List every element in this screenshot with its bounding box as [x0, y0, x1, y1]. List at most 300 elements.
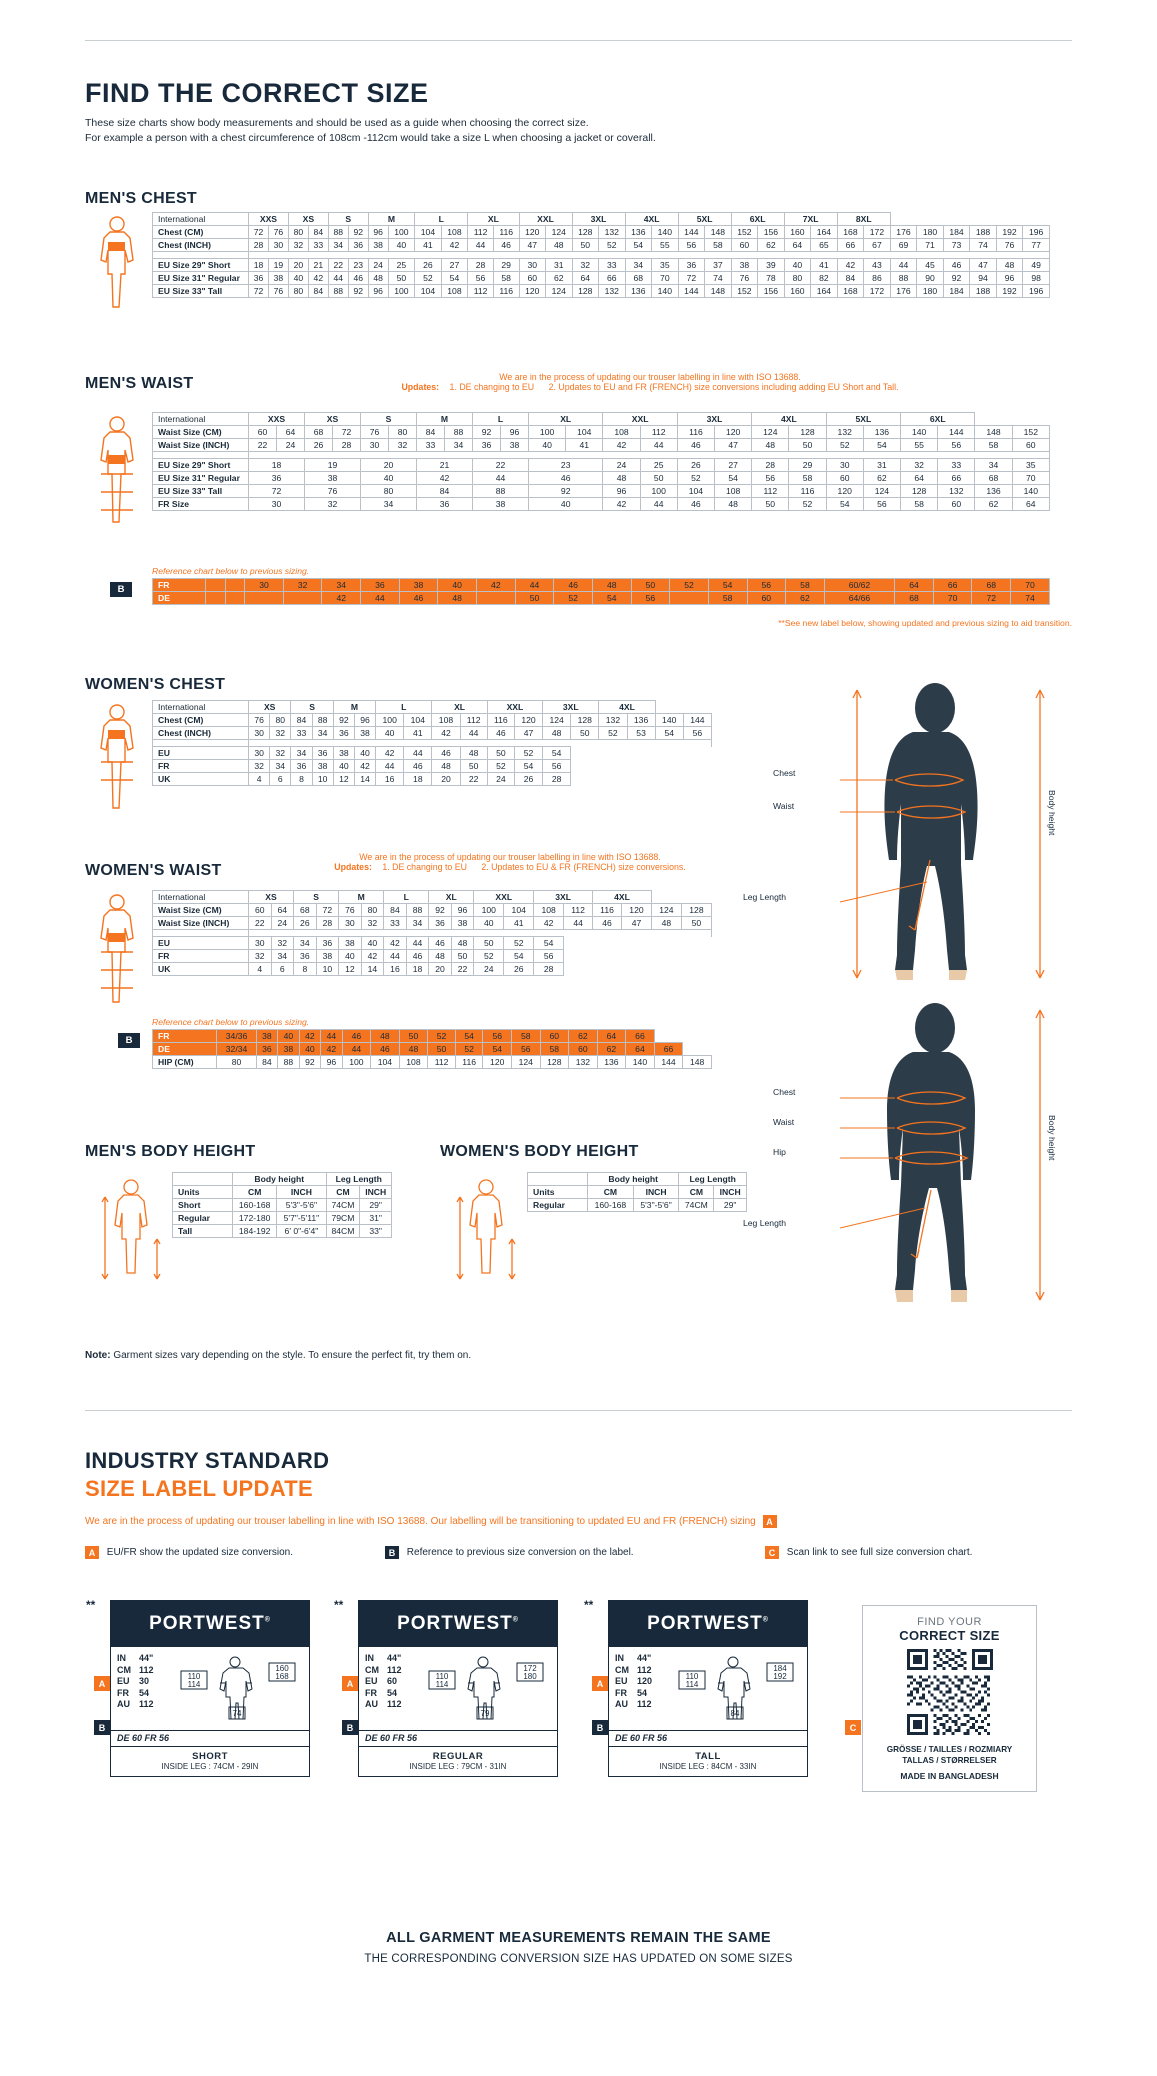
table-header-cell: 5XL [678, 213, 731, 226]
table-cell: 31 [863, 459, 900, 472]
table-cell: 44 [515, 579, 554, 592]
table-cell: 36 [417, 498, 473, 511]
table-cell: 124 [546, 226, 573, 239]
table-cell: 116 [493, 226, 519, 239]
flag-a-inline: A [763, 1515, 777, 1528]
table-cell: 46 [404, 760, 432, 773]
table-cell: 92 [943, 272, 970, 285]
table-cell: 46 [432, 747, 460, 760]
table-cell: 54 [504, 950, 534, 963]
label-inside-leg: INSIDE LEG : 84CM - 33IN [659, 1762, 757, 1771]
flag-c-marker: C [845, 1720, 861, 1735]
flag-b-marker: B [342, 1720, 358, 1735]
table-cell: 32/34 [217, 1043, 256, 1056]
label-box [110, 1600, 310, 1777]
table-header-cell: XXS [249, 413, 305, 426]
table-cell: 54 [715, 472, 752, 485]
table-cell: 52 [514, 747, 542, 760]
table-cell: 56 [863, 498, 900, 511]
table-cell: 28 [316, 917, 339, 930]
reference-chart-note: Reference chart below to previous sizing. [152, 1017, 310, 1027]
table-cell: 31" [360, 1212, 392, 1225]
table-cell [670, 592, 709, 605]
table-cell: 50 [752, 498, 789, 511]
diagram-label-waist: Waist [773, 1117, 795, 1127]
table-cell: 74CM [326, 1199, 360, 1212]
table-cell: 67 [864, 239, 891, 252]
table-cell: 132 [569, 1056, 598, 1069]
table-cell: 36 [473, 439, 501, 452]
table-row-label: Waist Size (CM) [153, 904, 249, 917]
table-cell: 58 [705, 239, 732, 252]
table-cell: 74CM [679, 1199, 714, 1212]
table-header-cell: S [294, 891, 339, 904]
table-cell: 120 [483, 1056, 512, 1069]
svg-text:160: 160 [275, 1664, 289, 1673]
table-row-label: FR [153, 1030, 217, 1043]
table-cell: 180 [917, 285, 944, 298]
table-cell: 34 [328, 239, 348, 252]
svg-text:79: 79 [480, 1709, 490, 1718]
table-cell: 104 [504, 904, 534, 917]
table-cell: 66 [938, 472, 975, 485]
table-cell: 100 [640, 485, 677, 498]
table-cell: 92 [529, 485, 603, 498]
table-cell: 140 [652, 226, 679, 239]
table-cell: 60 [569, 1043, 598, 1056]
table-cell: 48 [399, 1043, 428, 1056]
table-header-cell: INCH [360, 1186, 392, 1199]
table-cell: 46 [429, 937, 452, 950]
updates-item-1: 1. DE changing to EU [382, 862, 467, 872]
label-footer [359, 1746, 557, 1776]
table-cell: 62 [569, 1030, 598, 1043]
table-cell: 104 [371, 1056, 400, 1069]
table-cell: 140 [1012, 485, 1049, 498]
table-cell: 50 [460, 760, 487, 773]
table-cell: 100 [388, 226, 415, 239]
mens-body-height-heading [85, 1143, 255, 1161]
table-cell: 42 [361, 950, 384, 963]
table-cell: 104 [677, 485, 714, 498]
label-spec [365, 1653, 421, 1728]
table-cell: 184 [943, 285, 970, 298]
table-cell: 64 [901, 472, 938, 485]
brand-header [609, 1601, 807, 1647]
table-cell: 108 [715, 485, 752, 498]
table-cell: 34 [322, 579, 361, 592]
label-spec-row [365, 1688, 421, 1700]
table-cell: 23 [348, 259, 368, 272]
table-cell: 60/62 [824, 579, 894, 592]
table-cell: 36 [249, 272, 269, 285]
svg-text:110: 110 [435, 1672, 449, 1681]
table-cell: 160 [784, 226, 811, 239]
table-header-cell: Units [528, 1186, 588, 1199]
table-cell: 116 [677, 426, 714, 439]
table-cell: 44 [473, 472, 529, 485]
table-cell: 22 [451, 963, 474, 976]
table-cell: 52 [474, 950, 504, 963]
table-cell: 124 [863, 485, 900, 498]
table-cell: 47 [970, 259, 997, 272]
table-cell: 58 [493, 272, 519, 285]
svg-text:74: 74 [232, 1709, 242, 1718]
label-fit-name: TALL [695, 1751, 721, 1762]
diagram-label-waist: Waist [773, 801, 795, 811]
table-header-cell: S [291, 701, 333, 714]
table-cell: 52 [789, 498, 826, 511]
table-cell: 124 [512, 1056, 541, 1069]
table-cell: 104 [415, 285, 442, 298]
label-spec-key: AU [117, 1699, 130, 1710]
table-cell: 50 [399, 1030, 428, 1043]
table-cell: 96 [603, 485, 640, 498]
table-cell: 42 [432, 727, 460, 740]
mens-waist-table [152, 412, 1050, 511]
table-cell: 66 [654, 1043, 683, 1056]
table-cell: 80 [361, 904, 384, 917]
mens-chest-table [152, 212, 1050, 298]
table-cell: 124 [543, 714, 571, 727]
table-cell: 50 [572, 239, 599, 252]
table-cell: 54 [655, 727, 683, 740]
table-cell: 6 [271, 963, 294, 976]
section-title: WOMEN'S WAIST [85, 862, 222, 879]
table-header-label: International [153, 701, 249, 714]
table-header-cell: XXL [603, 413, 677, 426]
footer-line-2: THE CORRESPONDING CONVERSION SIZE HAS UPDATED ON SOME SIZES [364, 1953, 793, 1965]
table-cell: 54 [483, 1043, 512, 1056]
table-cell: 38 [731, 259, 758, 272]
table-cell: 38 [399, 579, 438, 592]
table-cell: 30 [249, 498, 305, 511]
table-cell: 28 [468, 259, 494, 272]
table-cell: 136 [627, 714, 655, 727]
section-title: MEN'S WAIST [85, 375, 194, 392]
table-cell: 33 [384, 917, 407, 930]
label-spec-value: 112 [387, 1699, 402, 1710]
updates-item-2: 2. Updates to EU & FR (FRENCH) size conversions. [481, 862, 686, 872]
table-cell [225, 579, 245, 592]
label-spec-key: AU [615, 1699, 628, 1710]
table-header-cell: 3XL [534, 891, 593, 904]
table-cell: 36 [312, 747, 333, 760]
key-item-c [765, 1546, 972, 1559]
note-bold: Note: [85, 1350, 111, 1361]
table-cell: 44 [640, 498, 677, 511]
table-header-cell: M [339, 891, 384, 904]
table-cell: 29 [789, 459, 826, 472]
table-row-label: EU Size 29" Short [153, 459, 249, 472]
label-spec-key: CM [365, 1664, 379, 1675]
table-row-label: EU [153, 937, 249, 950]
key-item-a [85, 1546, 385, 1559]
table-cell: 41 [566, 439, 603, 452]
table-cell: 68 [975, 472, 1012, 485]
table-cell: 30 [361, 439, 389, 452]
table-cell: 76 [731, 272, 758, 285]
industry-key-row [85, 1546, 1072, 1559]
table-cell: 41 [415, 239, 442, 252]
table-cell: 78 [758, 272, 785, 285]
table-header-cell: 3XL [677, 413, 751, 426]
table-cell: 28 [333, 439, 361, 452]
table-cell: 80 [288, 226, 308, 239]
table-cell: 88 [312, 714, 333, 727]
table-cell: 148 [683, 1056, 712, 1069]
table-cell: 52 [826, 439, 863, 452]
svg-text:180: 180 [523, 1672, 537, 1681]
table-cell: 196 [1023, 226, 1050, 239]
table-header-cell: 4XL [593, 891, 652, 904]
table-cell: 27 [715, 459, 752, 472]
table-cell: 62 [597, 1043, 626, 1056]
label-spec-row [117, 1688, 173, 1700]
table-cell: 62 [975, 498, 1012, 511]
table-cell: 48 [460, 747, 487, 760]
table-cell: 38 [354, 727, 375, 740]
table-cell: 64 [597, 1030, 626, 1043]
table-cell: 22 [249, 917, 272, 930]
table-spacer [249, 452, 1050, 459]
table-header-cell: CM [679, 1186, 714, 1199]
table-cell: 50 [388, 272, 415, 285]
table-header-cell: XS [249, 701, 291, 714]
table-cell: 38 [316, 950, 339, 963]
table-cell: 28 [752, 459, 789, 472]
size-label-card [334, 1598, 558, 1777]
table-cell: 80 [784, 272, 811, 285]
table-cell: 32 [283, 579, 322, 592]
label-spec-key: IN [615, 1653, 624, 1663]
table-cell: 68 [294, 904, 317, 917]
table-cell: 192 [996, 285, 1023, 298]
diagram-label-body-height: Body height [1047, 1115, 1057, 1161]
table-cell: 52 [455, 1043, 483, 1056]
table-cell: 54 [592, 592, 631, 605]
table-cell: 156 [758, 226, 785, 239]
table-header-cell: XXS [249, 213, 289, 226]
table-cell: 180 [917, 226, 944, 239]
table-cell: 34 [975, 459, 1012, 472]
table-cell: 71 [917, 239, 944, 252]
table-cell: 6 [270, 773, 291, 786]
table-cell: 18 [404, 773, 432, 786]
table-cell: 96 [451, 904, 474, 917]
table-header-cell: 5XL [826, 413, 900, 426]
table-cell: 82 [811, 272, 838, 285]
table-cell: 112 [460, 714, 487, 727]
table-cell: 52 [677, 472, 714, 485]
mid-divider [85, 1410, 1072, 1411]
svg-text:84: 84 [730, 1709, 740, 1718]
table-cell: 35 [1012, 459, 1049, 472]
table-cell: 6' 0"-6'4" [277, 1225, 326, 1238]
label-spec-row [615, 1699, 671, 1711]
label-spec-row [365, 1653, 421, 1665]
table-cell: 8 [294, 963, 317, 976]
table-cell: 96 [368, 285, 388, 298]
label-figure [421, 1653, 551, 1728]
table-cell: 28 [249, 239, 269, 252]
table-cell: 42 [321, 1043, 343, 1056]
table-cell: 132 [599, 714, 627, 727]
table-cell: 30 [245, 579, 284, 592]
table-cell: 26 [305, 439, 333, 452]
b-flag-men: B [110, 582, 132, 597]
table-cell: 54 [514, 760, 542, 773]
label-spec-value: 112 [637, 1664, 652, 1675]
table-cell: 64 [626, 1043, 655, 1056]
male-body-diagram [743, 680, 1065, 990]
table-cell: 48 [592, 579, 631, 592]
table-cell: 108 [399, 1056, 428, 1069]
table-cell: 50 [640, 472, 677, 485]
table-cell: 86 [864, 272, 891, 285]
key-item-b [385, 1546, 765, 1559]
diagram-label-hip: Hip [773, 1147, 786, 1157]
label-spec-value: 44" [387, 1653, 402, 1663]
table-cell: 33 [291, 727, 312, 740]
table-header-cell: Body height [233, 1173, 327, 1186]
updates-line: We are in the process of updating our trouser labelling in line with ISO 13688. [359, 852, 661, 862]
table-cell: 32 [270, 747, 291, 760]
svg-text:168: 168 [275, 1672, 289, 1681]
diagram-label-leg-length: Leg Length [743, 1218, 787, 1228]
size-label-card [86, 1598, 310, 1777]
table-cell: 54 [441, 272, 468, 285]
table-row-label: EU [153, 747, 249, 760]
label-spec-value: 54 [637, 1687, 648, 1698]
table-cell: 40 [361, 937, 384, 950]
fit-note [85, 1350, 471, 1361]
label-spec-key: EU [615, 1676, 628, 1687]
reference-chart-note: Reference chart below to previous sizing. [152, 566, 310, 576]
table-cell: 96 [501, 426, 529, 439]
label-spec-key: IN [365, 1653, 374, 1663]
table-cell: 70 [1011, 579, 1050, 592]
table-cell: 52 [670, 579, 709, 592]
table-header-cell: Leg Length [326, 1173, 392, 1186]
table-cell: 64 [572, 272, 599, 285]
table-cell: 184-192 [233, 1225, 277, 1238]
table-cell: 64/66 [824, 592, 894, 605]
label-fit-name: SHORT [192, 1751, 228, 1762]
table-header-cell: M [368, 213, 414, 226]
key-text-b: Reference to previous size conversion on the label. [406, 1547, 634, 1559]
label-box [358, 1600, 558, 1777]
table-cell: 49 [1023, 259, 1050, 272]
table-cell: 144 [678, 285, 705, 298]
label-body [111, 1647, 309, 1730]
industry-headings [85, 1448, 329, 1502]
table-cell: 30 [339, 917, 362, 930]
table-cell: 39 [758, 259, 785, 272]
table-cell: 132 [599, 226, 626, 239]
table-spacer [153, 452, 249, 459]
table-cell: 26 [294, 917, 317, 930]
womens-previous-sizing-table [152, 1029, 712, 1069]
table-cell: 44 [406, 937, 429, 950]
table-row-label: Waist Size (CM) [153, 426, 249, 439]
table-cell: 42 [376, 747, 404, 760]
table-cell: 56 [512, 1043, 541, 1056]
industry-lede [85, 1515, 1072, 1528]
table-cell: 35 [652, 259, 679, 272]
table-cell: 68 [972, 579, 1011, 592]
table-cell: 48 [368, 272, 388, 285]
table-cell: 76 [249, 714, 270, 727]
table-cell: 56 [468, 272, 494, 285]
table-cell: 46 [342, 1030, 371, 1043]
table-cell: 22 [460, 773, 487, 786]
table-cell: 40 [474, 917, 504, 930]
label-spec-key: FR [117, 1687, 129, 1698]
table-row-label: Waist Size (INCH) [153, 439, 249, 452]
table-cell: 128 [540, 1056, 569, 1069]
table-cell: 44 [342, 1043, 371, 1056]
table-cell: 42 [477, 579, 516, 592]
table-cell: 108 [441, 285, 468, 298]
table-cell: 84 [308, 285, 328, 298]
table-cell [245, 592, 284, 605]
label-spec-value: 112 [139, 1699, 154, 1710]
table-cell: 62 [863, 472, 900, 485]
table-cell: 144 [938, 426, 975, 439]
table-cell: 160-168 [588, 1199, 634, 1212]
table-cell: 34/36 [217, 1030, 256, 1043]
label-body [609, 1647, 807, 1730]
table-header-cell: XXL [519, 213, 572, 226]
table-cell: 52 [415, 272, 442, 285]
table-cell: 88 [445, 426, 473, 439]
qr-code-icon[interactable] [907, 1649, 993, 1735]
table-cell: 36 [294, 950, 317, 963]
table-cell: 41 [811, 259, 838, 272]
table-header-cell: 7XL [784, 213, 837, 226]
table-header-label: International [153, 213, 249, 226]
table-cell: 48 [715, 498, 752, 511]
table-cell: 44 [890, 259, 917, 272]
table-cell: 132 [599, 285, 626, 298]
table-cell: 58 [786, 579, 825, 592]
table-header-cell: XS [288, 213, 328, 226]
table-cell: 26 [677, 459, 714, 472]
table-cell: 132 [938, 485, 975, 498]
table-row-label: Chest (CM) [153, 714, 249, 727]
table-cell: 44 [376, 760, 404, 773]
table-cell: 40 [376, 727, 404, 740]
table-cell: 94 [970, 272, 997, 285]
table-cell: 34 [445, 439, 473, 452]
table-cell: 24 [474, 963, 504, 976]
male-body-icon [88, 212, 146, 312]
table-cell: 136 [975, 485, 1012, 498]
svg-text:114: 114 [685, 1680, 699, 1689]
table-cell: 44 [404, 747, 432, 760]
table-cell: 47 [514, 727, 542, 740]
table-cell: 68 [305, 426, 333, 439]
label-spec-row [615, 1653, 671, 1665]
table-cell: 100 [342, 1056, 371, 1069]
table-header-blank [173, 1173, 233, 1186]
table-header-cell: CM [588, 1186, 634, 1199]
table-cell: 40 [339, 950, 362, 963]
qr-panel [862, 1605, 1037, 1792]
flag-a-marker: A [94, 1676, 110, 1691]
table-cell: 50 [451, 950, 474, 963]
